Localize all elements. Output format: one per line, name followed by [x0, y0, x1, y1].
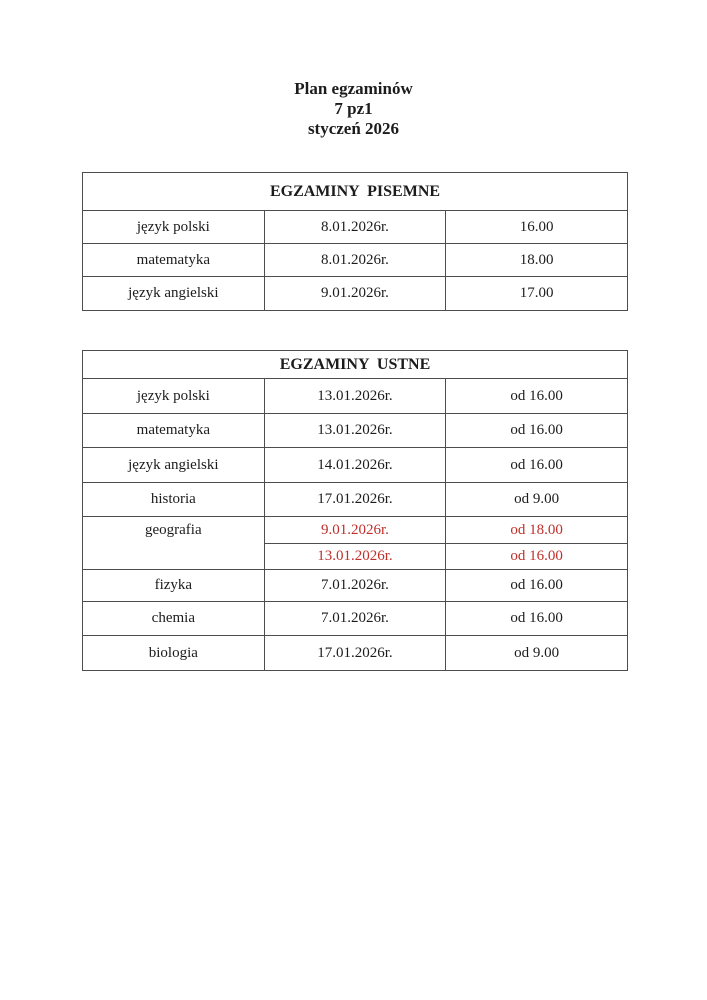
subject-cell: fizyka — [83, 570, 265, 602]
time-cell-highlighted: od 16.00 — [446, 544, 628, 570]
date-cell-highlighted: 9.01.2026r. — [264, 517, 446, 544]
table-row — [83, 448, 628, 483]
written-exams-table — [82, 172, 628, 311]
subject-cell: język polski — [83, 211, 265, 244]
table-row — [83, 636, 628, 671]
oral-exams-header: EGZAMINY USTNE — [83, 351, 628, 379]
table-row — [83, 244, 628, 277]
time-cell: od 9.00 — [446, 636, 628, 671]
table-row — [83, 211, 628, 244]
time-cell: od 9.00 — [446, 483, 628, 517]
date-cell: 8.01.2026r. — [264, 244, 446, 277]
table-row — [83, 483, 628, 517]
time-cell: od 16.00 — [446, 602, 628, 636]
time-cell-highlighted: od 18.00 — [446, 517, 628, 544]
subject-cell — [83, 517, 265, 570]
time-cell: od 16.00 — [446, 448, 628, 483]
subject-label: geografia — [145, 522, 202, 538]
subject-cell: biologia — [83, 636, 265, 671]
time-cell: od 16.00 — [446, 414, 628, 448]
written-exams-header: EGZAMINY PISEMNE — [83, 173, 628, 211]
date-cell: 17.01.2026r. — [264, 483, 446, 517]
oral-exams-table — [82, 350, 628, 671]
time-cell: 17.00 — [446, 277, 628, 311]
table-header-row — [83, 351, 628, 379]
date-cell: 13.01.2026r. — [264, 379, 446, 414]
time-cell: 16.00 — [446, 211, 628, 244]
document-title — [0, 79, 707, 139]
date-cell: 14.01.2026r. — [264, 448, 446, 483]
title-line-plan: Plan egzaminów — [294, 79, 413, 98]
table-row — [83, 379, 628, 414]
subject-cell: matematyka — [83, 244, 265, 277]
date-cell-highlighted: 13.01.2026r. — [264, 544, 446, 570]
subject-cell: chemia — [83, 602, 265, 636]
table-row — [83, 277, 628, 311]
date-cell: 7.01.2026r. — [264, 602, 446, 636]
subject-cell: język polski — [83, 379, 265, 414]
subject-cell: historia — [83, 483, 265, 517]
table-header-row — [83, 173, 628, 211]
date-cell: 7.01.2026r. — [264, 570, 446, 602]
time-cell: 18.00 — [446, 244, 628, 277]
table-row — [83, 414, 628, 448]
date-cell: 17.01.2026r. — [264, 636, 446, 671]
title-line-month: styczeń 2026 — [307, 119, 400, 138]
date-cell: 9.01.2026r. — [264, 277, 446, 311]
table-row — [83, 602, 628, 636]
subject-cell: język angielski — [83, 277, 265, 311]
subject-cell: język angielski — [83, 448, 265, 483]
time-cell: od 16.00 — [446, 379, 628, 414]
subject-cell: matematyka — [83, 414, 265, 448]
date-cell: 8.01.2026r. — [264, 211, 446, 244]
table-row-highlighted — [83, 517, 628, 544]
title-line-class: 7 pz1 — [334, 99, 373, 118]
table-row — [83, 570, 628, 602]
time-cell: od 16.00 — [446, 570, 628, 602]
date-cell: 13.01.2026r. — [264, 414, 446, 448]
